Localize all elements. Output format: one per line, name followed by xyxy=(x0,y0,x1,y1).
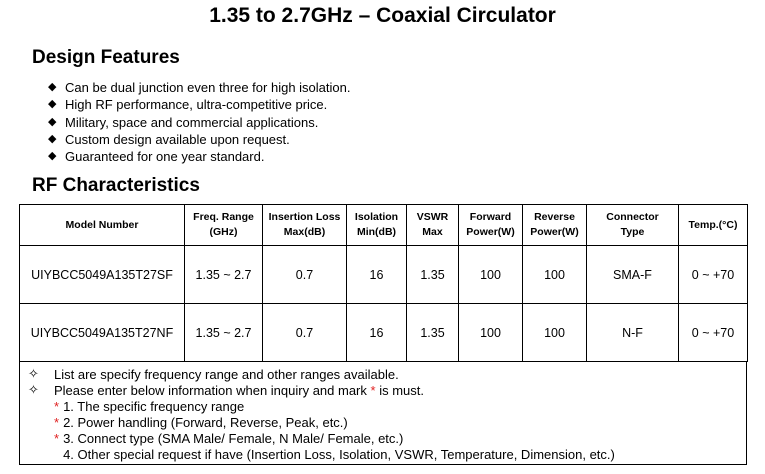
table-cell: 16 xyxy=(347,304,407,362)
note-text: Please enter below information when inquiry and mark * is must. xyxy=(54,382,424,398)
table-cell: 0.7 xyxy=(263,246,347,304)
feature-text: High RF performance, ultra-competitive price. xyxy=(65,97,328,113)
column-header: Freq. Range (GHz) xyxy=(185,205,263,246)
notes-box xyxy=(19,361,747,465)
diamond-bullet-icon: ◆ xyxy=(48,98,57,111)
diamond-bullet-icon: ◆ xyxy=(48,81,57,94)
table-cell: 1.35 xyxy=(407,304,459,362)
table-cell: 100 xyxy=(523,246,587,304)
table-cell: 100 xyxy=(459,304,523,362)
column-header: Connector Type xyxy=(587,205,679,246)
diamond-bullet-icon: ◆ xyxy=(48,150,57,163)
required-info-text: 1. The specific frequency range xyxy=(63,399,245,414)
table-cell: 16 xyxy=(347,246,407,304)
required-info-text: 3. Connect type (SMA Male/ Female, N Male/ Female, etc.) xyxy=(63,431,404,446)
design-features-heading: Design Features xyxy=(32,47,180,68)
feature-item xyxy=(48,148,350,165)
note-line xyxy=(28,366,399,382)
feature-text: Military, space and commercial applications. xyxy=(65,114,319,130)
table-cell: 1.35 ~ 2.7 xyxy=(185,246,263,304)
sparkle-bullet-icon: ✧ xyxy=(28,382,39,397)
column-header: Isolation Min(dB) xyxy=(347,205,407,246)
rf-characteristics-heading: RF Characteristics xyxy=(32,175,200,196)
required-star-icon: * xyxy=(54,431,60,446)
column-header: Forward Power(W) xyxy=(459,205,523,246)
table-cell: 0.7 xyxy=(263,304,347,362)
diamond-bullet-icon: ◆ xyxy=(48,115,57,128)
rf-characteristics-table xyxy=(19,204,748,362)
table-cell: 100 xyxy=(459,246,523,304)
table-row xyxy=(20,304,748,362)
column-header: Insertion Loss Max(dB) xyxy=(263,205,347,246)
table-cell: SMA-F xyxy=(587,246,679,304)
feature-text: Guaranteed for one year standard. xyxy=(65,149,265,165)
diamond-bullet-icon: ◆ xyxy=(48,133,57,146)
required-star-icon: * xyxy=(370,382,376,398)
table-cell: UIYBCC5049A135T27SF xyxy=(20,246,185,304)
feature-item xyxy=(48,79,350,96)
feature-item xyxy=(48,96,350,113)
table-cell: 1.35 xyxy=(407,246,459,304)
required-info-text: 2. Power handling (Forward, Reverse, Peak, etc.) xyxy=(63,415,348,430)
table-row xyxy=(20,246,748,304)
note-line xyxy=(28,382,424,398)
required-info-item xyxy=(54,447,615,463)
table-cell: 1.35 ~ 2.7 xyxy=(185,304,263,362)
table-header-row xyxy=(20,205,748,246)
sparkle-bullet-icon: ✧ xyxy=(28,366,39,381)
required-info-item xyxy=(54,415,348,431)
column-header: VSWR Max xyxy=(407,205,459,246)
required-info-item xyxy=(54,399,244,415)
feature-item xyxy=(48,114,350,131)
table-cell: UIYBCC5049A135T27NF xyxy=(20,304,185,362)
note-text: List are specify frequency range and other ranges available. xyxy=(54,366,399,382)
feature-text: Can be dual junction even three for high isolation. xyxy=(65,80,351,96)
required-star-icon: * xyxy=(54,399,60,414)
required-info-item xyxy=(54,431,403,447)
feature-item xyxy=(48,131,350,148)
design-features-list xyxy=(48,79,350,165)
column-header: Reverse Power(W) xyxy=(523,205,587,246)
feature-text: Custom design available upon request. xyxy=(65,132,290,148)
table-cell: 0 ~ +70 xyxy=(679,304,748,362)
column-header: Model Number xyxy=(20,205,185,246)
table-cell: N-F xyxy=(587,304,679,362)
table-cell: 100 xyxy=(523,304,587,362)
page-title: 1.35 to 2.7GHz – Coaxial Circulator xyxy=(209,4,556,27)
required-info-text: 4. Other special request if have (Insertion Loss, Isolation, VSWR, Temperature, Dimension, etc.) xyxy=(63,447,615,462)
column-header: Temp.(°C) xyxy=(679,205,748,246)
table-cell: 0 ~ +70 xyxy=(679,246,748,304)
required-star-icon: * xyxy=(54,415,60,430)
